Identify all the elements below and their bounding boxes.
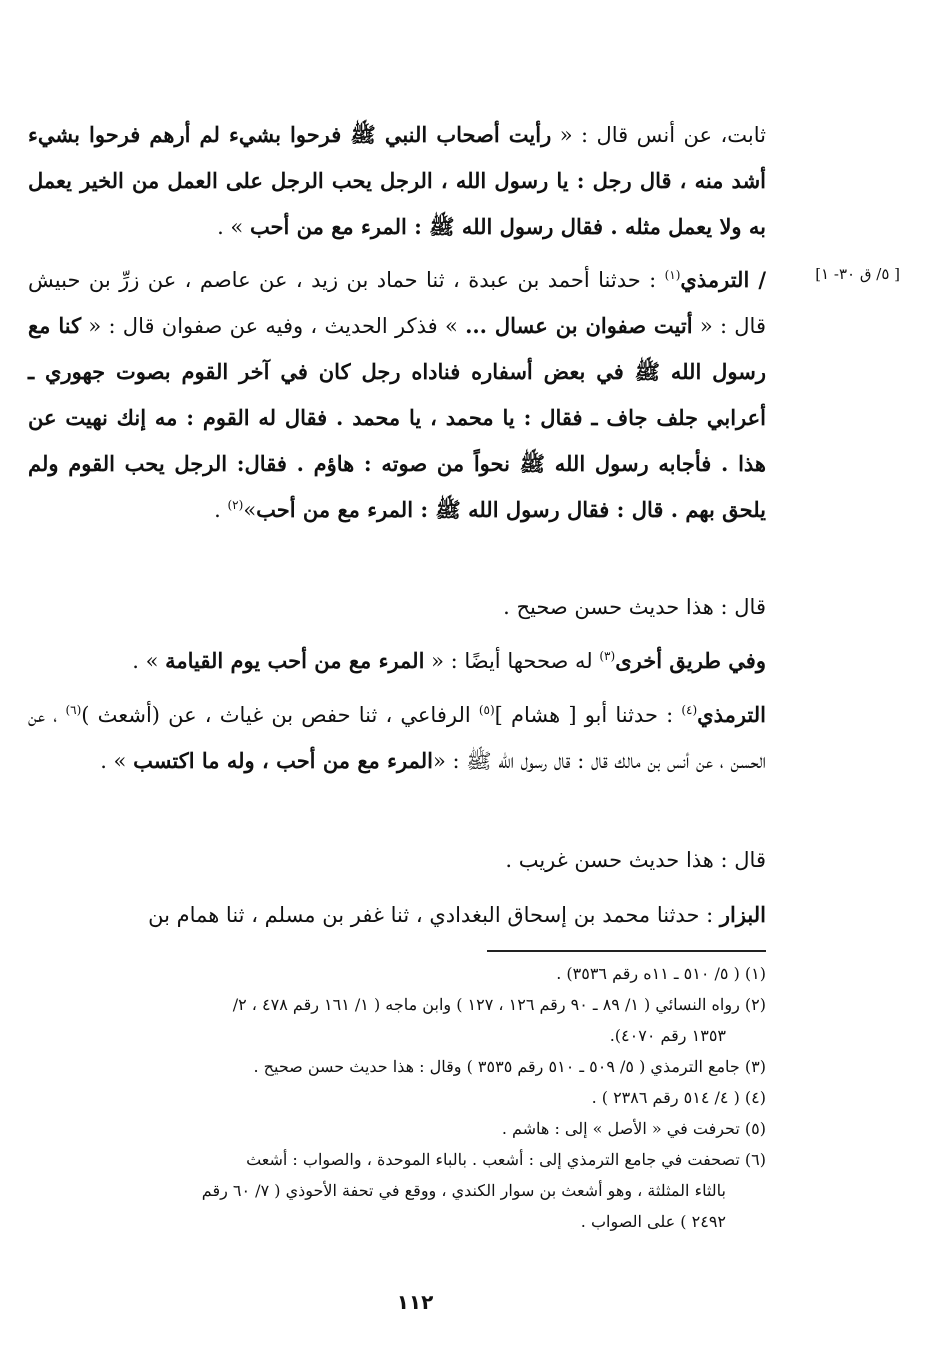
text-run: ، عن الحسن ، عن أنس بن مالك قال : قال رسول الله ﷺ : « [28, 703, 766, 773]
paragraph [28, 838, 808, 883]
footnote-line: (٣) جامع الترمذي ( ٥/ ٥٠٩ ـ ٥١٠ رقم ٣٥٣٥ ) وقال : هذا حديث حسن صحيح . [253, 1057, 766, 1076]
footnote-line: بالثاء المثلثة ، وهو أشعث بن سوار الكندي ، ووقع في تحفة الأحوذي ( ٧/ ٦٠ رقم [201, 1181, 726, 1200]
text-run: : حدثنا أحمد بن عبدة ، ثنا حماد بن زيد ، عن عاصم ، عن زرِّ بن حبيش قال : « [28, 268, 766, 338]
text-run: قال : هذا حديث حسن صحيح . [503, 595, 766, 619]
manuscript-reference: [ ٥/ ق ٣٠- ١] [815, 265, 900, 283]
paragraph [28, 692, 808, 784]
footnote-marker: (٤) [681, 703, 698, 717]
text-run: » . [132, 649, 166, 673]
paragraph [28, 112, 766, 250]
text-run: له صححها أيضًا : « [424, 649, 600, 673]
footnote-line: ٢٤٩٢ ) على الصواب . [580, 1212, 726, 1231]
footnote-marker: (٥) [478, 703, 495, 717]
bold-text: المرء مع من أحب ، وله ما اكتسب [133, 748, 433, 773]
bold-text: رأيت أصحاب النبي ﷺ فرحوا بشيء لم أرهم فرحوا بشيء أشد منه ، قال رجل : يا رسول الله ، الرجل يحب الرجل على العمل من الخير يعمل به ولا يعمل مثله . فقال رسول الله ﷺ : المرء مع من أحب [28, 122, 766, 239]
text-run: ثابت، عن أنس قال : « [551, 123, 766, 147]
footnote-line: ١٣٥٣ رقم ٤٠٧٠). [609, 1026, 726, 1045]
text-run: : حدثنا أبو [ هشام ] [494, 703, 682, 727]
text-run: » . [100, 749, 134, 773]
footnote-line: (٤) ( ٤/ ٥١٤ رقم ٢٣٨٦ ) . [591, 1088, 766, 1107]
bold-text: وفي طريق أخرى [615, 648, 766, 673]
footnotes [28, 958, 766, 1237]
footnote-line: (٦) تصحفت في جامع الترمذي إلى : أشعب . بالباء الموحدة ، والصواب : أشعث [246, 1150, 766, 1169]
paragraph [28, 585, 808, 630]
bold-text: البزار [719, 902, 766, 927]
paragraph [28, 257, 766, 533]
text-run: » . [217, 215, 250, 239]
footnote-separator [487, 950, 766, 952]
footnote-marker: (٦) [65, 703, 82, 717]
paragraph [28, 638, 808, 684]
page-number: ١١٢ [396, 1290, 434, 1314]
bold-text: / الترمذي [680, 267, 766, 292]
footnote-marker: (١) [664, 268, 681, 282]
bold-text: كنا مع رسول الله ﷺ في بعض أسفاره فناداه رجل كان في آخر القوم بصوت جهوري ـ أعرابي جلف جاف ـ فقال : يا محمد ، يا محمد . فقال له القوم : مه إنك نهيت عن هذا . فأجابه رسول الله ﷺ نحواً من صوته : هاؤم . فقال: الرجل يحب القوم ولم يلحق بهم . قال : فقال رسول الله ﷺ : المرء مع من أحب [28, 313, 766, 522]
text-run: : حدثنا محمد بن إسحاق البغدادي ، ثنا غفر بن مسلم ، ثنا همام بن [148, 903, 720, 927]
footnote-marker: (٣) [599, 649, 616, 663]
paragraph [28, 892, 808, 938]
text-run: » فذكر الحديث ، وفيه عن صفوان قال : « [81, 314, 466, 338]
text-run: قال : هذا حديث حسن غريب . [505, 848, 766, 872]
bold-text: الترمذي [697, 702, 767, 727]
bold-text: المرء مع من أحب يوم القيامة [165, 648, 425, 673]
footnote-marker: (٢) [227, 498, 244, 512]
text-run: . [214, 498, 228, 522]
footnote-line: (٢) رواه النسائي ( ١/ ٨٩ ـ ٩٠ رقم ١٢٦ ، ١٢٧ ) وابن ماجه ( ١/ ١٦١ رقم ٤٧٨ ، ٢/ [232, 995, 766, 1014]
text-run: الرفاعي ، ثنا حفص بن غياث ، عن (أشعث ) [81, 703, 479, 727]
bold-text: أتيت صفوان بن عسال ... [465, 313, 693, 338]
footnote-line: (١) ( ٥/ ٥١٠ ـ ١١ه رقم ٣٥٣٦) . [556, 964, 766, 983]
text-run: » [243, 498, 257, 522]
footnote-line: (٥) تحرفت في « الأصل » إلى : هاشم . [501, 1119, 766, 1138]
